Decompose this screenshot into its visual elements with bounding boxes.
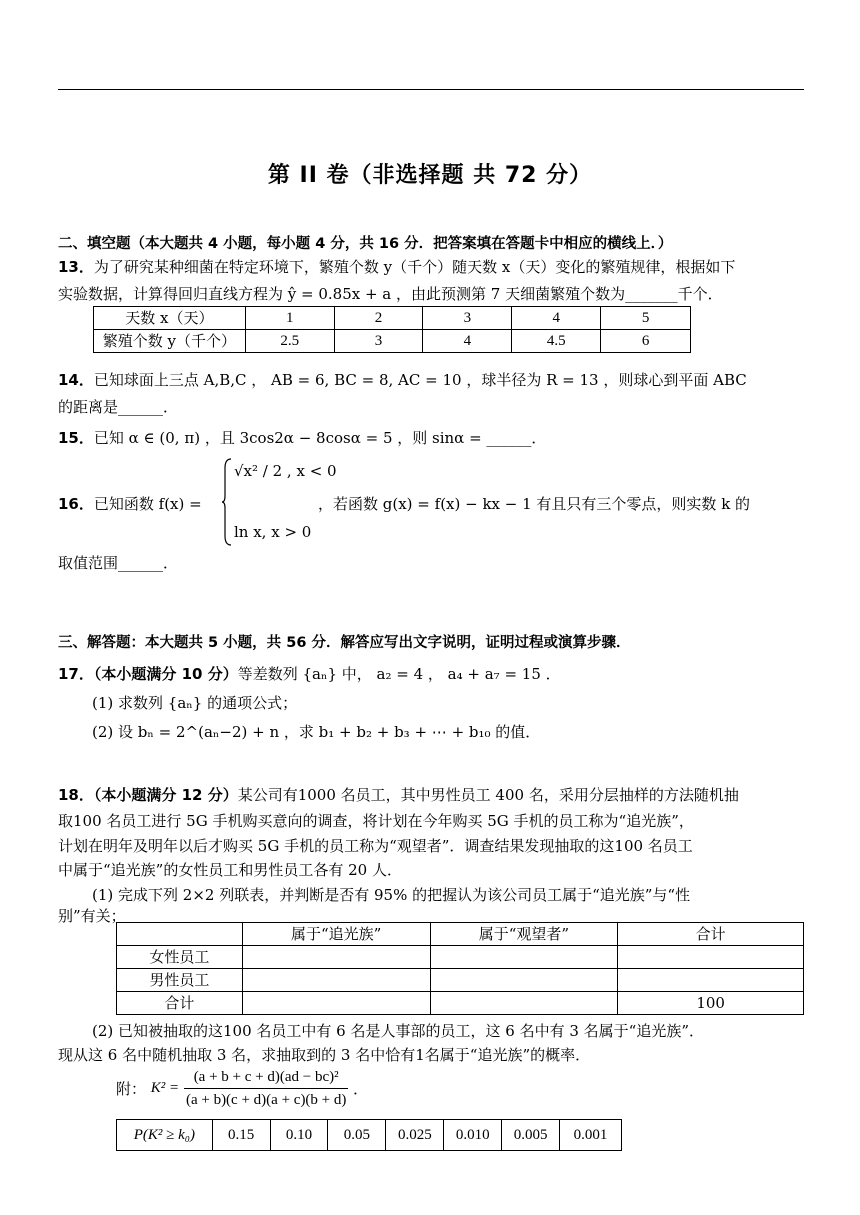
q17-number: 17． <box>58 665 94 683</box>
table-cell: 3 <box>423 307 512 330</box>
q15-number: 15． <box>58 429 94 447</box>
q18-line1 <box>58 784 739 806</box>
table-cell: 0.001 <box>560 1120 622 1151</box>
q14-text-1: 已知球面上三点 A,B,C ， AB = 6, BC = 8, AC = 10 ，球半径为 R = 13 ，则球心到平面 ABC <box>93 371 747 389</box>
q13-text-1: 为了研究某种细菌在特定环境下，繁殖个数 y（千个）随天数 x（天）变化的繁殖规律，根据如下 <box>93 258 736 276</box>
q18-number: 18． <box>58 786 94 804</box>
table-cell <box>242 946 430 969</box>
table-cell: 0.05 <box>328 1120 386 1151</box>
q18-part2-line2: 现从这 6 名中随机抽取 3 名，求抽取到的 3 名中恰有1名属于“追光族”的概率． <box>58 1046 591 1064</box>
q18-part2-line1: (2) 已知被抽取的这100 名员工中有 6 名是人事部的员工，这 6 名中有 3 名属于“追光族”． <box>92 1022 704 1040</box>
q17-part2: (2) 设 bₙ = 2^(aₙ−2) + n ，求 b₁ + b₂ + b₃ + ⋯ + b₁₀ 的值． <box>92 723 541 741</box>
contingency-table <box>116 922 804 1015</box>
formula-end: ． <box>353 1080 369 1098</box>
table-cell <box>242 969 430 992</box>
q15-text: 已知 α ∈ (0, π) ，且 3cos2α − 8cosα = 5 ，则 sinα = ______． <box>93 429 547 447</box>
q17-part1: (1) 求数列 {aₙ} 的通项公式； <box>92 694 298 712</box>
q14-line1 <box>58 369 747 391</box>
table-cell: 2 <box>334 307 423 330</box>
table-row <box>94 330 691 353</box>
table-row <box>117 923 804 946</box>
table-header-cell: 属于“观望者” <box>430 923 618 946</box>
table-header-cell: 合计 <box>618 923 804 946</box>
q18-text-1: 某公司有1000 名员工，其中男性员工 400 名，采用分层抽样的方法随机抽 <box>237 786 739 804</box>
q13-data-table <box>93 306 691 353</box>
q14-number: 14． <box>58 371 94 389</box>
q13-line2: 实验数据，计算得回归直线方程为 ŷ = 0.85x + a ，由此预测第 7 天细菌繁殖个数为_______千个． <box>58 285 723 303</box>
table-cell: 0.10 <box>270 1120 328 1151</box>
table-cell <box>618 946 804 969</box>
table-cell: 6 <box>601 330 691 353</box>
piecewise-brace <box>222 458 232 546</box>
table-header-cell: 属于“追光族” <box>242 923 430 946</box>
probability-table <box>116 1119 622 1151</box>
table-cell: 4.5 <box>512 330 601 353</box>
q18-line3: 计划在明年及明年以后才购买 5G 手机的员工称为“观望者”．调查结果发现抽取的这100 名员工 <box>58 837 693 855</box>
table-row <box>94 307 691 330</box>
q18-part1-line2: 别”有关； <box>58 907 126 925</box>
table-row <box>117 992 804 1015</box>
table-header-cell <box>117 923 243 946</box>
row-label: 合计 <box>117 992 243 1015</box>
table-row <box>117 946 804 969</box>
q16-case2: ln x, x > 0 <box>234 523 312 541</box>
formula-lhs: K² = <box>150 1080 180 1096</box>
table-cell: 4 <box>512 307 601 330</box>
table-row <box>117 969 804 992</box>
q18-part1-line1: (1) 完成下列 2×2 列联表，并判断是否有 95% 的把握认为该公司员工属于“追光族”与“性 <box>92 886 691 904</box>
table-cell: 4 <box>423 330 512 353</box>
row-label: 男性员工 <box>117 969 243 992</box>
appendix-formula <box>116 1066 368 1111</box>
table-row <box>117 1120 622 1151</box>
q16-prefix: 已知函数 f(x) = <box>93 495 202 513</box>
q17-line <box>58 663 561 685</box>
appendix-label: 附： <box>116 1080 147 1098</box>
q17-text: 等差数列 {aₙ} 中， a₂ = 4 ， a₄ + a₇ = 15 ． <box>237 665 561 683</box>
q16-case1: √x² / 2 , x < 0 <box>234 462 337 480</box>
row-label: 女性员工 <box>117 946 243 969</box>
table-cell: 0.010 <box>444 1120 502 1151</box>
table-cell: 0.025 <box>386 1120 444 1151</box>
table-cell <box>430 969 618 992</box>
q16-line1 <box>58 493 202 515</box>
prob-label: P(K² ≥ k₀) <box>117 1120 213 1151</box>
table-cell <box>430 992 618 1015</box>
q13-row1-label: 天数 x（天） <box>94 307 246 330</box>
q14-line2: 的距离是______． <box>58 398 179 416</box>
table-cell: 0.005 <box>502 1120 560 1151</box>
q13-row2-label: 繁殖个数 y（千个） <box>94 330 246 353</box>
q18-line4: 中属于“追光族”的女性员工和男性员工各有 20 人． <box>58 861 402 879</box>
table-cell: 5 <box>601 307 691 330</box>
q16-line2: 取值范围______． <box>58 554 179 572</box>
q13-number: 13． <box>58 258 94 276</box>
table-cell <box>242 992 430 1015</box>
q18-score: （本小题满分 12 分） <box>93 786 238 804</box>
table-cell <box>618 969 804 992</box>
table-cell: 100 <box>618 992 804 1015</box>
header-rule <box>58 89 804 90</box>
table-cell <box>430 946 618 969</box>
table-cell: 3 <box>334 330 423 353</box>
page-title: 第 II 卷（非选择题 共 72 分） <box>267 163 593 188</box>
section2-heading: 二、填空题（本大题共 4 小题，每小题 4 分，共 16 分．把答案填在答题卡中相应的横线上．） <box>58 236 673 252</box>
q15-line <box>58 427 546 449</box>
q17-score: （本小题满分 10 分） <box>93 665 238 683</box>
formula-fraction <box>184 1066 348 1111</box>
section3-heading: 三、解答题：本大题共 5 小题，共 56 分．解答应写出文字说明，证明过程或演算步骤． <box>58 635 631 651</box>
q16-number: 16． <box>58 495 94 513</box>
table-cell: 1 <box>245 307 334 330</box>
q16-suffix: ，若函数 g(x) = f(x) − kx − 1 有且只有三个零点，则实数 k 的 <box>318 495 751 513</box>
formula-denominator: (a + b)(c + d)(a + c)(b + d) <box>185 1092 347 1108</box>
q13-line1 <box>58 256 735 278</box>
table-cell: 0.15 <box>212 1120 270 1151</box>
q18-line2: 取100 名员工进行 5G 手机购买意向的调查，将计划在今年购买 5G 手机的员工称为“追光族”， <box>58 812 694 830</box>
table-cell: 2.5 <box>245 330 334 353</box>
formula-numerator: (a + b + c + d)(ad − bc)² <box>184 1066 348 1089</box>
